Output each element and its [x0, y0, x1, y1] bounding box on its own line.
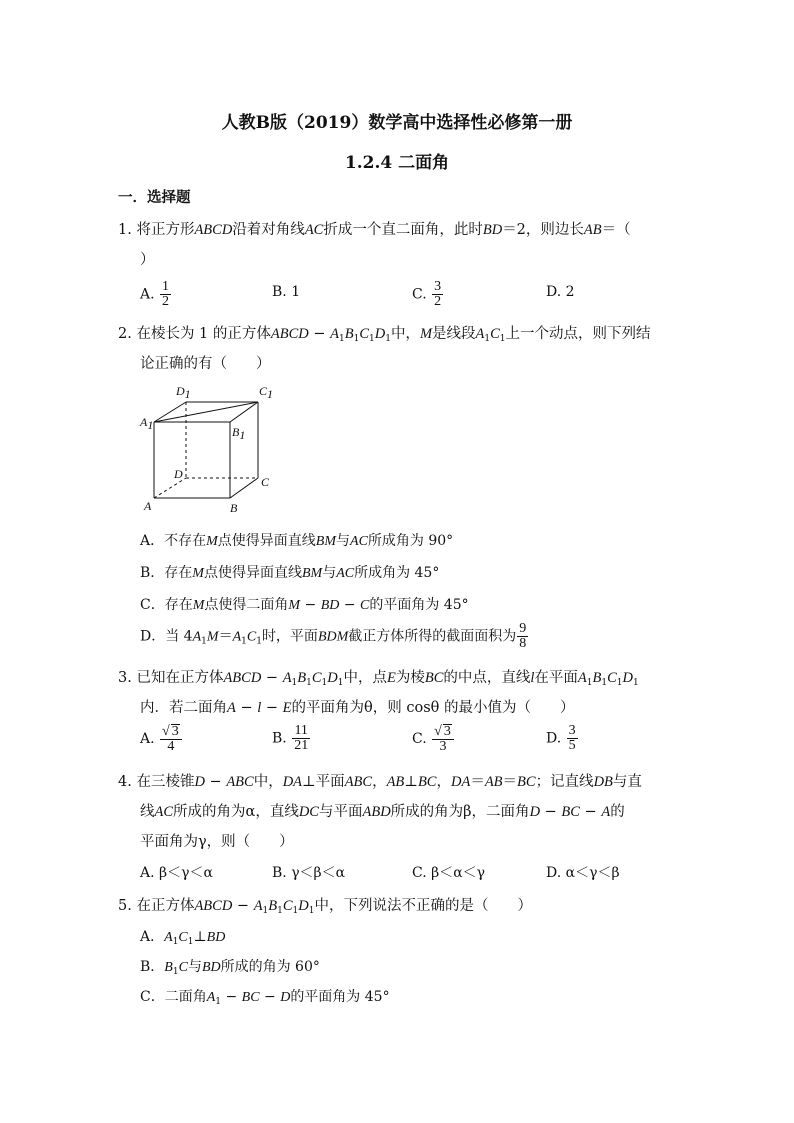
question-4-line-2: 线AC所成的角为α，直线DC与平面ABD所成的角为β，二面角D − BC − A的 [140, 804, 625, 820]
question-3-line-2: 内．若二面角A − l − E的平面角为θ，则 cosθ 的最小值为（ ） [140, 700, 575, 716]
question-3-line-1: 3. 已知在正方体ABCD − $A_1B_1C_1D_1$中，点E为棱BC的中点，直线l在平面$A_1B_1C_1D_1$ [118, 670, 639, 688]
question-4-line-3: 平面角为γ，则（ ） [140, 834, 294, 850]
label-b: B [230, 501, 238, 515]
cube-figure [138, 380, 288, 515]
question-5-option-c: C．二面角$A_1$ − BC − D的平面角为 45° [140, 989, 390, 1007]
question-1-option-c: C. $\frac{3}{2}$ [412, 279, 442, 309]
question-1-option-b: B. 1 [272, 284, 301, 300]
section-heading: 一．选择题 [118, 189, 191, 206]
question-4-option-b: B. γ＜β＜α [272, 865, 346, 881]
question-1-option-d: D. 2 [546, 284, 575, 300]
question-2-line-2: 论正确的有（ ） [140, 356, 271, 372]
question-2-line-1: 2. 在棱长为 1 的正方体ABCD − $A_1B_1C_1D_1$中，M是线段$A_1C_1$上一个动点，则下列结 [118, 326, 651, 344]
question-1-line-1: 1. 将正方形ABCD沿着对角线AC折成一个直二面角，此时BD＝2，则边长AB＝（ [118, 222, 631, 238]
question-3-option-c: C. $\frac{√ 3}{3}$ [412, 724, 455, 754]
question-3-option-a: A. $\frac{√ 3}{4}$ [140, 724, 183, 754]
question-4-option-c: C. β＜α＜γ [412, 865, 486, 881]
question-2-option-b: B．存在M点使得异面直线BM与AC所成角为 45° [140, 565, 440, 581]
question-2-option-c: C．存在M点使得二面角M − BD − C的平面角为 45° [140, 597, 469, 613]
label-c: C [261, 475, 270, 489]
question-5-line-1: 5. 在正方体ABCD − $A_1B_1C_1D_1$中，下列说法不正确的是（ ） [118, 898, 532, 916]
question-4-option-d: D. α＜γ＜β [546, 865, 620, 881]
label-a1: A1 [140, 415, 154, 432]
label-a: A [144, 499, 152, 513]
question-5-option-b: B．$B_1C$与BD所成的角为 60° [140, 959, 320, 977]
question-2-option-a: A．不存在M点使得异面直线BM与AC所成角为 90° [140, 533, 454, 549]
question-2-option-d: D．当 $4A_1M=A_1C_1$时，平面BDM截正方体所得的截面面积为 $\frac{9}{8}$ [140, 621, 527, 651]
question-4-line-1: 4. 在三棱锥D − ABC中，DA⊥平面ABC，AB⊥BC，DA＝AB＝BC；记直线DB与直 [118, 774, 642, 790]
label-d1: D1 [176, 384, 191, 401]
question-1-option-a: A. $\frac{1}{2}$ [140, 279, 170, 309]
label-b1: B1 [232, 425, 246, 442]
label-c1: C1 [259, 384, 274, 401]
section-title: 1.2.4 二面角 [344, 153, 450, 173]
question-3-option-d: D. $\frac{3}{5}$ [546, 723, 576, 753]
question-5-option-a: A．$A_1C_1\perp BD$ [140, 929, 226, 947]
question-1-line-2: ） [140, 252, 155, 268]
document-title: 人教B版（2019）数学高中选择性必修第一册 [221, 113, 573, 133]
question-4-option-a: A. β＜γ＜α [140, 865, 213, 881]
label-d: D [174, 467, 183, 481]
question-3-option-b: B. $\frac{11}{21}$ [272, 723, 309, 753]
